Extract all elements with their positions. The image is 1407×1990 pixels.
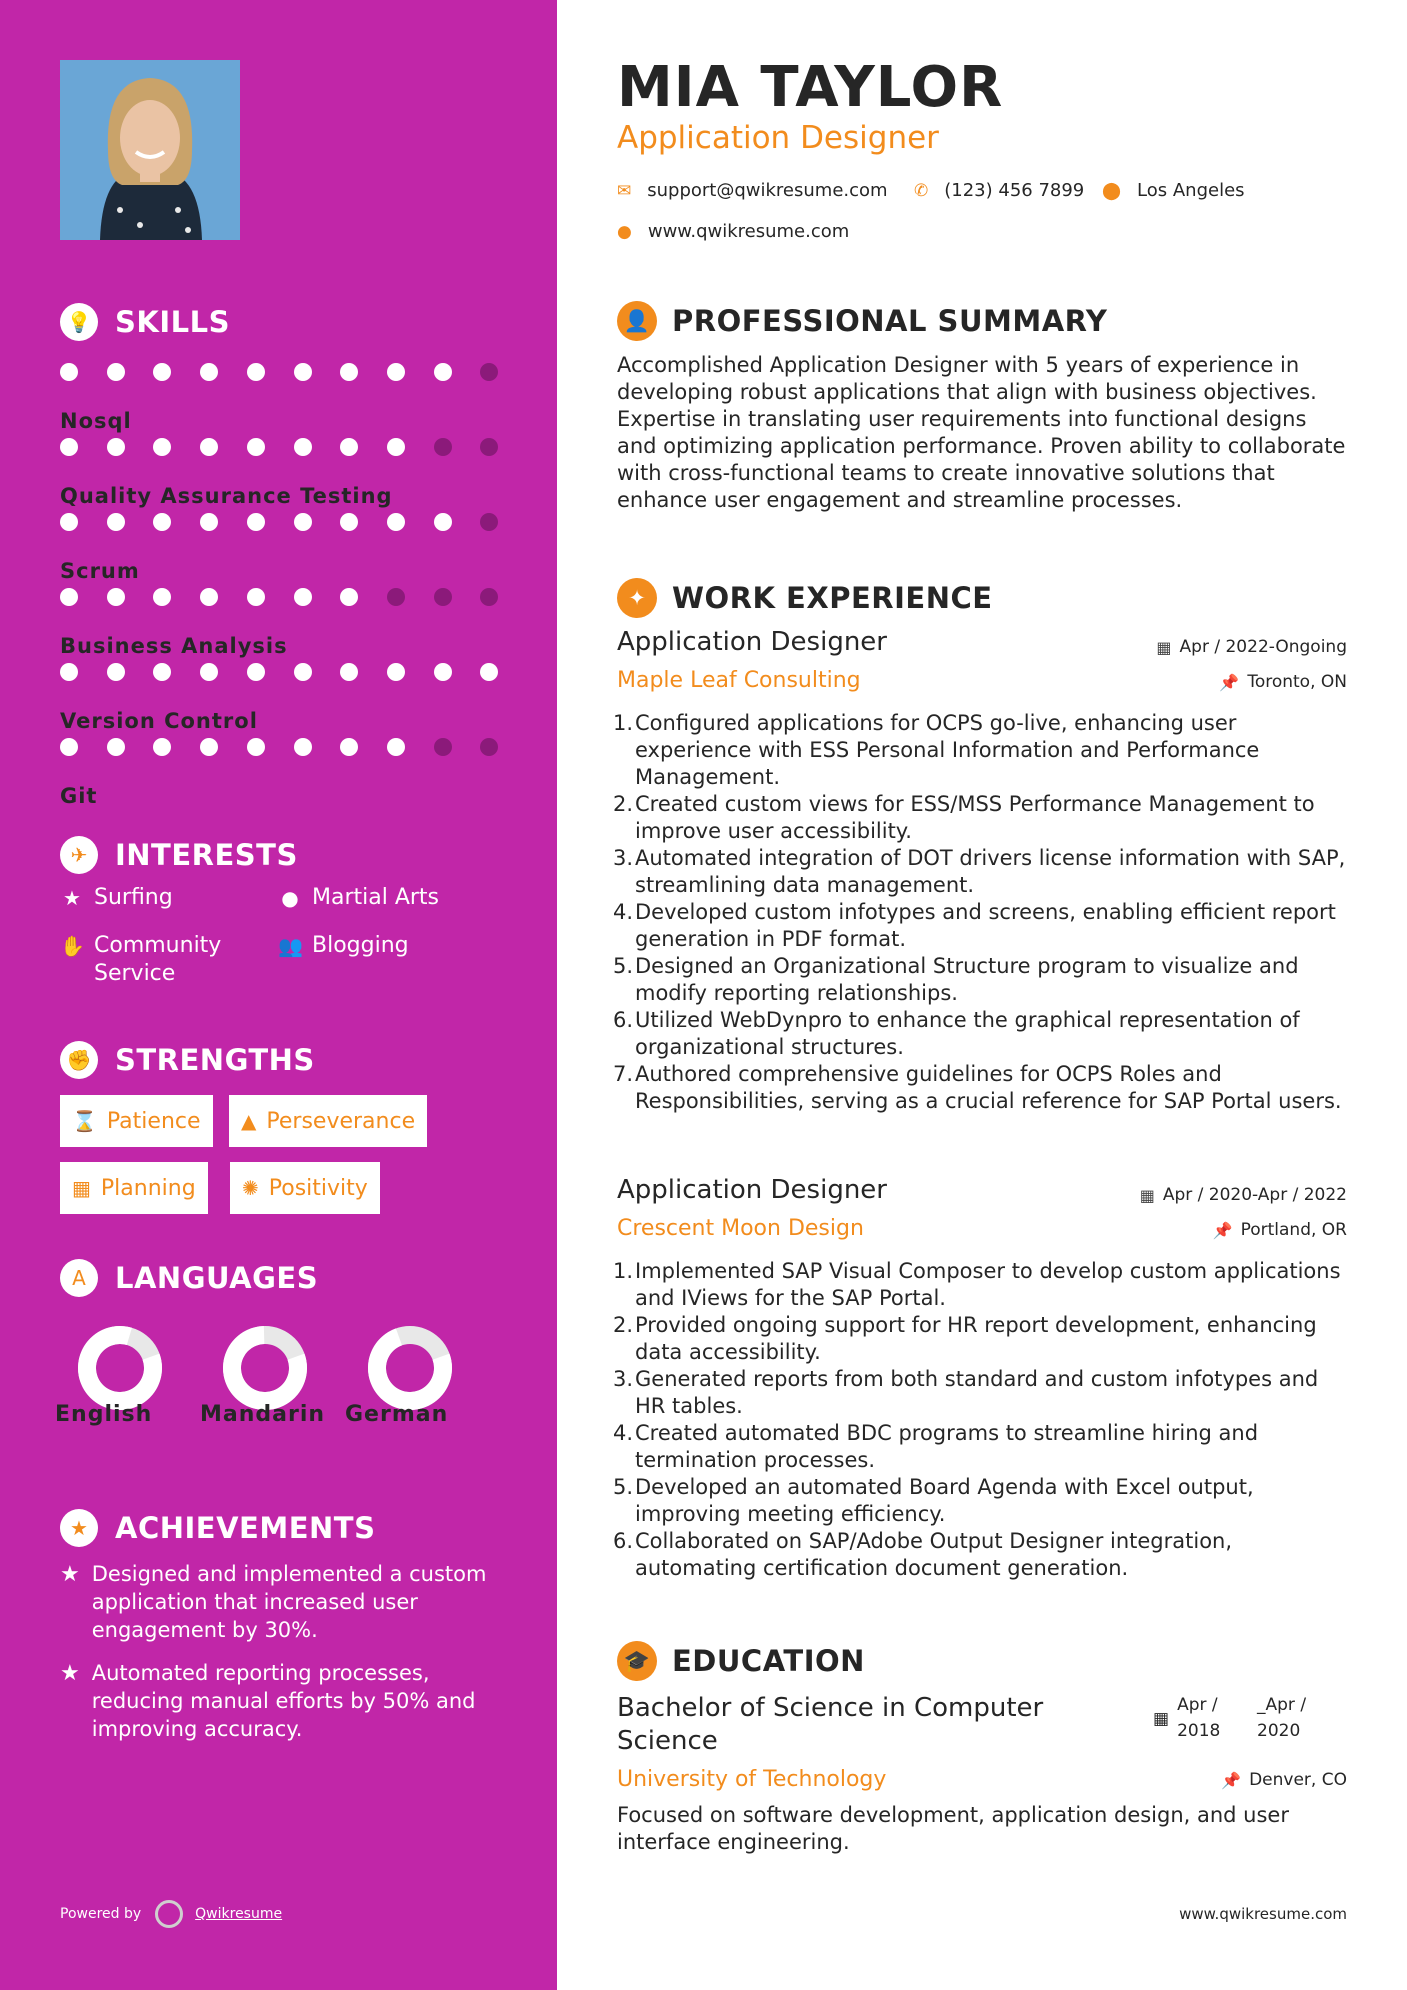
- strength-badge: [60, 1095, 213, 1147]
- powered-by-label: Powered by: [60, 1906, 142, 1922]
- job-bullets: [613, 710, 1347, 1115]
- main-content: [613, 0, 1347, 1990]
- language-name: English: [55, 1402, 153, 1427]
- skill-level-dots: [60, 438, 500, 460]
- website-text: www.qwikresume.com: [647, 221, 850, 242]
- skill-dot-filled: [434, 363, 452, 381]
- skill-dot-filled: [107, 663, 125, 681]
- job-location: [1213, 1220, 1347, 1240]
- strength-label: Positivity: [268, 1175, 368, 1201]
- experience-heading: [617, 578, 993, 618]
- list-item-text: Collaborated on SAP/Adobe Output Designer integration, automating certification document generation.: [635, 1529, 1233, 1580]
- list-item-text: Authored comprehensive guidelines for OCPS Roles and Responsibilities, serving as a crucial reference for SAP Portal users.: [635, 1062, 1342, 1113]
- globe-icon: ●: [281, 886, 299, 910]
- calendar-icon: ▦: [1153, 1709, 1170, 1729]
- interest-item: [60, 932, 221, 988]
- skill-row: [60, 426, 500, 508]
- list-item: [613, 845, 1347, 899]
- contact-location: [1102, 180, 1245, 201]
- skill-name: Scrum: [60, 559, 140, 583]
- language-item: [345, 1325, 475, 1427]
- job-company: Crescent Moon Design: [617, 1216, 864, 1241]
- job-company: Maple Leaf Consulting: [617, 668, 861, 693]
- award-icon: ★: [60, 1509, 98, 1547]
- phone-text: (123) 456 7899: [944, 180, 1085, 201]
- achievement-item: [60, 1659, 500, 1743]
- skill-dot-filled: [107, 363, 125, 381]
- language-name: German: [345, 1402, 449, 1427]
- strength-label: Planning: [100, 1175, 196, 1201]
- skill-row: [60, 576, 500, 658]
- job-bullets: [613, 1258, 1347, 1582]
- skill-level-dots: [60, 363, 500, 385]
- achievements-title: ACHIEVEMENTS: [115, 1511, 376, 1545]
- skill-dot-filled: [340, 738, 358, 756]
- education-degree: Bachelor of Science in Computer Science: [617, 1693, 1044, 1756]
- skill-dot-filled: [60, 663, 78, 681]
- list-item: [613, 1312, 1347, 1366]
- skill-dot-filled: [107, 588, 125, 606]
- skill-dot-filled: [107, 738, 125, 756]
- contact-website[interactable]: [617, 221, 849, 242]
- skill-dot-filled: [153, 663, 171, 681]
- skill-dot-filled: [153, 738, 171, 756]
- skill-dot-empty: [480, 588, 498, 606]
- hourglass-icon: ⌛: [72, 1109, 97, 1133]
- skill-level-dots: [60, 663, 500, 685]
- list-item-number: 6.: [613, 1008, 634, 1032]
- skill-dot-filled: [60, 438, 78, 456]
- skill-dot-filled: [200, 363, 218, 381]
- achievements-heading: [60, 1509, 375, 1547]
- job-location-text: Toronto, ON: [1247, 672, 1347, 692]
- skill-dot-empty: [434, 438, 452, 456]
- summary-text: Accomplished Application Designer with 5 years of experience in developing robust applications that align with business objectives. Expertise in translating user requirements into functional designs and optimizing application performance. Proven ability to collaborate with cross-functional teams to create innovative solutions that enhance user engagement and streamline processes.: [617, 353, 1346, 512]
- skill-name: Quality Assurance Testing: [60, 484, 393, 508]
- interest-item: [60, 884, 173, 912]
- skill-dot-filled: [387, 663, 405, 681]
- skill-level-dots: [60, 738, 500, 760]
- list-item: [613, 1061, 1347, 1115]
- list-item-number: 6.: [613, 1529, 634, 1553]
- list-item-number: 3.: [613, 1367, 634, 1391]
- skill-dot-filled: [60, 738, 78, 756]
- list-item-text: Automated integration of DOT drivers license information with SAP, streamlining data management.: [635, 846, 1346, 897]
- list-item-text: Created custom views for ESS/MSS Performance Management to improve user accessibility.: [635, 792, 1315, 843]
- strength-label: Patience: [106, 1108, 201, 1134]
- skill-dot-filled: [107, 513, 125, 531]
- languages-heading: [60, 1259, 318, 1297]
- skill-dot-filled: [480, 663, 498, 681]
- job-title: Application Designer: [617, 1175, 887, 1205]
- list-item-number: 4.: [613, 900, 634, 924]
- interest-label: Surfing: [94, 885, 173, 910]
- lightbulb-icon: 💡: [60, 303, 98, 341]
- list-item-number: 5.: [613, 1475, 634, 1499]
- list-item-number: 4.: [613, 1421, 634, 1445]
- education-school: University of Technology: [617, 1767, 887, 1792]
- skill-dot-filled: [247, 663, 265, 681]
- skill-dot-filled: [153, 363, 171, 381]
- list-item: [613, 791, 1347, 845]
- footer-url[interactable]: www.qwikresume.com: [1179, 1905, 1347, 1923]
- skill-dot-filled: [153, 513, 171, 531]
- profile-photo: [60, 60, 240, 240]
- pin-icon: 📌: [1212, 1220, 1233, 1240]
- pin-icon: 📌: [1221, 1770, 1242, 1790]
- skill-row: [60, 351, 500, 433]
- skill-dot-filled: [153, 588, 171, 606]
- skill-dot-filled: [294, 363, 312, 381]
- interest-item: [278, 932, 409, 960]
- achievement-text: Designed and implemented a custom application that increased user engagement by 30%.: [91, 1562, 487, 1642]
- skill-dot-filled: [60, 588, 78, 606]
- skill-dot-filled: [387, 738, 405, 756]
- education-location-text: Denver, CO: [1249, 1770, 1347, 1790]
- list-item: [613, 899, 1347, 953]
- skill-dot-empty: [434, 738, 452, 756]
- skill-dot-empty: [387, 588, 405, 606]
- skills-title: SKILLS: [115, 305, 230, 339]
- strength-badge: [230, 1162, 380, 1214]
- interests-heading: [60, 836, 298, 874]
- skill-level-dots: [60, 588, 500, 610]
- list-item-text: Designed an Organizational Structure program to visualize and modify reporting relationships.: [635, 954, 1299, 1005]
- skill-name: Business Analysis: [60, 634, 288, 658]
- candidate-role: Application Designer: [617, 120, 939, 156]
- education-start: [1153, 1692, 1220, 1744]
- skill-dot-filled: [247, 738, 265, 756]
- language-donut: [77, 1325, 163, 1411]
- skill-dot-empty: [480, 738, 498, 756]
- skill-dot-filled: [60, 363, 78, 381]
- skill-dot-filled: [294, 438, 312, 456]
- list-item: [613, 953, 1347, 1007]
- skill-name: Version Control: [60, 709, 258, 733]
- skills-heading: [60, 303, 230, 341]
- interest-item: [278, 884, 439, 912]
- skill-dot-filled: [434, 513, 452, 531]
- hand-icon: ✋: [60, 934, 85, 958]
- list-item: [613, 1258, 1347, 1312]
- skill-dot-filled: [294, 738, 312, 756]
- skill-dot-filled: [294, 513, 312, 531]
- paper-plane-icon: ✈: [60, 836, 98, 874]
- list-item: [613, 710, 1347, 791]
- job-dates: [1140, 1185, 1347, 1205]
- skill-dot-filled: [200, 438, 218, 456]
- skill-dot-filled: [247, 438, 265, 456]
- interests-title: INTERESTS: [115, 838, 298, 872]
- qwikresume-logo-icon: [155, 1900, 183, 1928]
- star-icon: ★: [63, 886, 81, 910]
- education-location: [1221, 1770, 1347, 1790]
- shooting-star-icon: ★: [60, 1562, 80, 1587]
- education-description: Focused on software development, application design, and user interface engineering.: [617, 1803, 1289, 1854]
- skill-dot-filled: [200, 663, 218, 681]
- globe-icon: ●: [617, 221, 632, 242]
- interest-label: Community Service: [94, 933, 222, 986]
- skill-dot-filled: [200, 738, 218, 756]
- contact-email[interactable]: [617, 180, 888, 201]
- skill-dot-filled: [60, 513, 78, 531]
- list-item-text: Generated reports from both standard and custom infotypes and HR tables.: [635, 1367, 1319, 1418]
- skill-dot-filled: [107, 438, 125, 456]
- interest-label: Blogging: [312, 933, 409, 958]
- calendar-icon: ▦: [1139, 1185, 1155, 1205]
- calendar-icon: ▦: [1156, 637, 1172, 657]
- experience-title: WORK EXPERIENCE: [672, 581, 993, 615]
- list-item: [613, 1366, 1347, 1420]
- education-end: _Apr / 2020: [1257, 1695, 1307, 1741]
- briefcase-icon: ✦: [617, 578, 657, 618]
- skill-dot-filled: [434, 663, 452, 681]
- language-donut: [222, 1325, 308, 1411]
- skill-dot-filled: [247, 513, 265, 531]
- language-item: [200, 1325, 330, 1427]
- list-item-text: Created automated BDC programs to streamline hiring and termination processes.: [635, 1421, 1259, 1472]
- strength-badge: [229, 1095, 427, 1147]
- sidebar: [0, 0, 557, 1990]
- skill-row: [60, 726, 500, 808]
- strength-badge: [60, 1162, 208, 1214]
- list-item: [613, 1528, 1347, 1582]
- list-item-number: 5.: [613, 954, 634, 978]
- list-item-text: Developed custom infotypes and screens, enabling efficient report generation in PDF format.: [635, 900, 1336, 951]
- location-text: Los Angeles: [1137, 180, 1245, 201]
- skill-level-dots: [60, 513, 500, 535]
- achievement-text: Automated reporting processes, reducing manual efforts by 50% and improving accuracy.: [91, 1661, 476, 1741]
- skill-dot-filled: [153, 438, 171, 456]
- calendar-icon: ▦: [72, 1176, 91, 1200]
- job-dates-text: Apr / 2020-Apr / 2022: [1162, 1185, 1347, 1205]
- languages-title: LANGUAGES: [115, 1261, 319, 1295]
- list-item-number: 2.: [613, 792, 634, 816]
- mountain-icon: ▲: [241, 1109, 257, 1133]
- email-text: support@qwikresume.com: [647, 180, 888, 201]
- skill-dot-filled: [200, 588, 218, 606]
- skill-dot-filled: [247, 363, 265, 381]
- job-dates: [1156, 637, 1347, 657]
- language-name: Mandarin: [200, 1402, 326, 1427]
- achievement-item: [60, 1560, 500, 1644]
- candidate-name: MIA TAYLOR: [617, 55, 1004, 120]
- skill-dot-filled: [340, 663, 358, 681]
- skill-dot-filled: [387, 513, 405, 531]
- graduate-icon: 🎓: [617, 1641, 657, 1681]
- skill-dot-filled: [294, 588, 312, 606]
- skill-row: [60, 501, 500, 583]
- list-item: [613, 1474, 1347, 1528]
- list-item-text: Developed an automated Board Agenda with Excel output, improving meeting efficiency.: [635, 1475, 1254, 1526]
- job-title: Application Designer: [617, 627, 887, 657]
- list-item-number: 7.: [613, 1062, 634, 1086]
- skill-dot-empty: [480, 513, 498, 531]
- job-dates-text: Apr / 2022-Ongoing: [1179, 637, 1347, 657]
- list-item-number: 1.: [613, 1259, 634, 1283]
- language-donut: [367, 1325, 453, 1411]
- education-title: EDUCATION: [672, 1644, 865, 1678]
- list-item-text: Utilized WebDynpro to enhance the graphical representation of organizational structures.: [635, 1008, 1300, 1059]
- skill-dot-filled: [340, 438, 358, 456]
- powered-by-brand-link[interactable]: Qwikresume: [195, 1906, 283, 1922]
- skill-dot-filled: [340, 363, 358, 381]
- powered-by: [60, 1900, 282, 1928]
- list-item-number: 2.: [613, 1313, 634, 1337]
- map-pin-icon: ⬤: [1102, 180, 1122, 201]
- list-item-text: Provided ongoing support for HR report development, enhancing data accessibility.: [635, 1313, 1317, 1364]
- skill-dot-filled: [200, 513, 218, 531]
- skill-dot-filled: [387, 438, 405, 456]
- skill-dot-filled: [294, 663, 312, 681]
- skill-dot-empty: [480, 438, 498, 456]
- skill-row: [60, 651, 500, 733]
- list-item: [613, 1420, 1347, 1474]
- list-item-number: 3.: [613, 846, 634, 870]
- shooting-star-icon: ★: [60, 1661, 80, 1686]
- interest-label: Martial Arts: [312, 885, 440, 910]
- contact-phone[interactable]: [914, 180, 1084, 201]
- skill-name: Nosql: [60, 409, 132, 433]
- list-item-text: Implemented SAP Visual Composer to develop custom applications and IViews for the SAP Portal.: [635, 1259, 1341, 1310]
- skill-name: Git: [60, 784, 98, 808]
- summary-title: PROFESSIONAL SUMMARY: [672, 304, 1108, 338]
- summary-heading: [617, 301, 1107, 341]
- skill-dot-filled: [340, 513, 358, 531]
- skill-dot-filled: [247, 588, 265, 606]
- strength-label: Perseverance: [266, 1108, 416, 1134]
- list-item-text: Configured applications for OCPS go-live, enhancing user experience with ESS Personal Information and Performance Management.: [635, 711, 1260, 789]
- spinner-icon: ✺: [242, 1176, 259, 1200]
- phone-icon: ✆: [914, 180, 929, 201]
- skill-dot-filled: [340, 588, 358, 606]
- job-location-text: Portland, OR: [1240, 1220, 1347, 1240]
- users-icon: 👥: [278, 934, 303, 958]
- strengths-title: STRENGTHS: [115, 1043, 315, 1077]
- skill-dot-empty: [480, 363, 498, 381]
- skill-dot-filled: [387, 363, 405, 381]
- skill-dot-empty: [434, 588, 452, 606]
- language-item: [55, 1325, 185, 1427]
- pin-icon: 📌: [1219, 672, 1240, 692]
- list-item-number: 1.: [613, 711, 634, 735]
- user-icon: 👤: [617, 301, 657, 341]
- strengths-heading: [60, 1041, 315, 1079]
- education-heading: [617, 1641, 865, 1681]
- education-start-text: Apr / 2018: [1177, 1695, 1221, 1741]
- language-icon: A: [60, 1259, 98, 1297]
- fist-icon: ✊: [60, 1041, 98, 1079]
- job-location: [1219, 672, 1347, 692]
- envelope-icon: ✉: [617, 180, 632, 201]
- list-item: [613, 1007, 1347, 1061]
